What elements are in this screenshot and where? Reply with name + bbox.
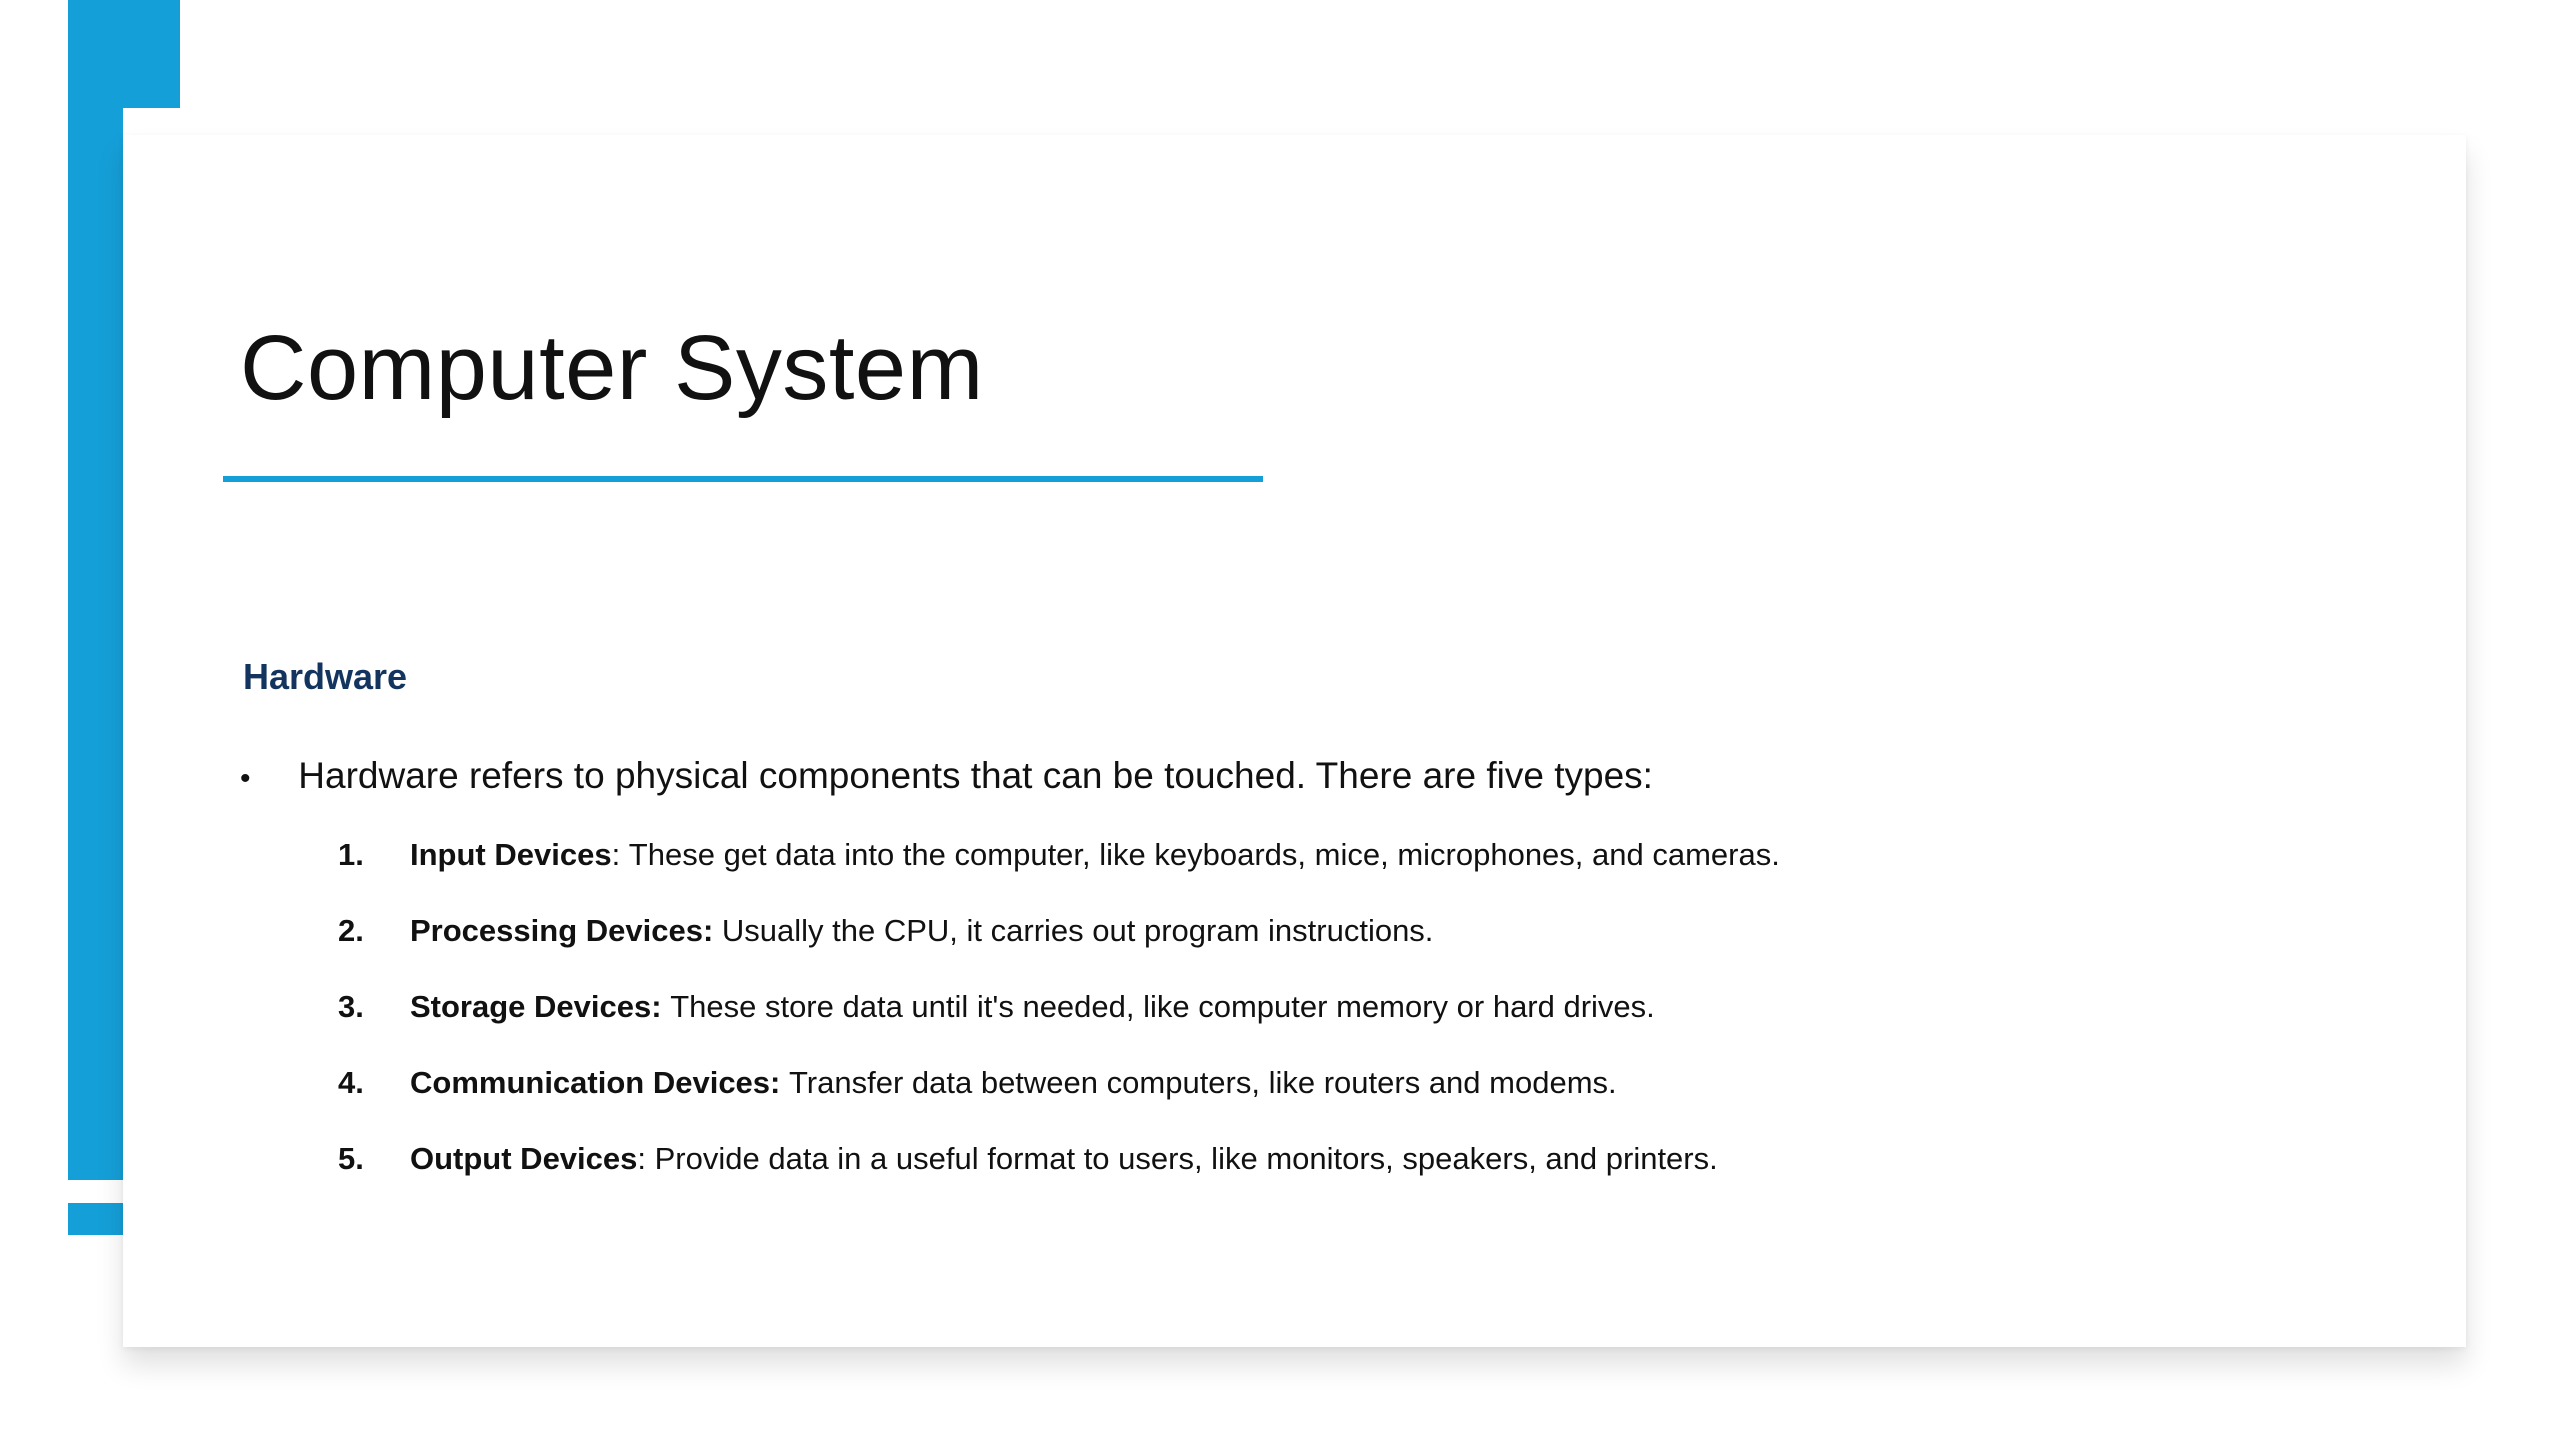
device-separator: : — [637, 1141, 655, 1176]
device-separator — [780, 1064, 789, 1101]
intro-bullet — [240, 754, 1653, 798]
list-number: 5. — [338, 1141, 364, 1176]
device-name: Processing Devices: — [410, 913, 714, 948]
device-type-list — [338, 836, 2098, 1216]
device-separator — [662, 988, 671, 1025]
list-number: 1. — [338, 837, 364, 872]
list-item — [338, 1064, 2098, 1140]
device-separator: : — [611, 837, 629, 872]
device-name: Communication Devices: — [410, 1065, 781, 1100]
section-heading: Hardware — [243, 656, 408, 697]
device-name: Output Devices — [410, 1141, 638, 1176]
device-name: Storage Devices: — [410, 989, 662, 1024]
left-accent-bar — [68, 108, 123, 1180]
device-description: These get data into the computer, like keyboards, mice, microphones, and cameras. — [628, 837, 1780, 872]
list-number: 3. — [338, 989, 364, 1024]
device-description: These store data until it's needed, like computer memory or hard drives. — [670, 989, 1655, 1024]
list-item — [338, 1140, 2098, 1216]
device-description: Usually the CPU, it carries out program instructions. — [721, 913, 1434, 948]
slide-title: Computer System — [240, 317, 984, 419]
device-name: Input Devices — [410, 837, 612, 872]
title-underline — [223, 476, 1263, 482]
list-item — [338, 912, 2098, 988]
list-number: 2. — [338, 913, 364, 948]
device-description: Transfer data between computers, like routers and modems. — [789, 1065, 1617, 1100]
bullet-dot-icon: • — [240, 762, 251, 795]
bottom-accent-block — [68, 1203, 123, 1235]
device-separator — [713, 912, 722, 949]
top-accent-block — [68, 0, 180, 108]
list-item — [338, 836, 2098, 912]
intro-bullet-text: Hardware refers to physical components that can be touched. There are five types: — [298, 755, 1653, 796]
device-description: Provide data in a useful format to users, like monitors, speakers, and printers. — [654, 1141, 1718, 1176]
list-item — [338, 988, 2098, 1064]
list-number: 4. — [338, 1065, 364, 1100]
